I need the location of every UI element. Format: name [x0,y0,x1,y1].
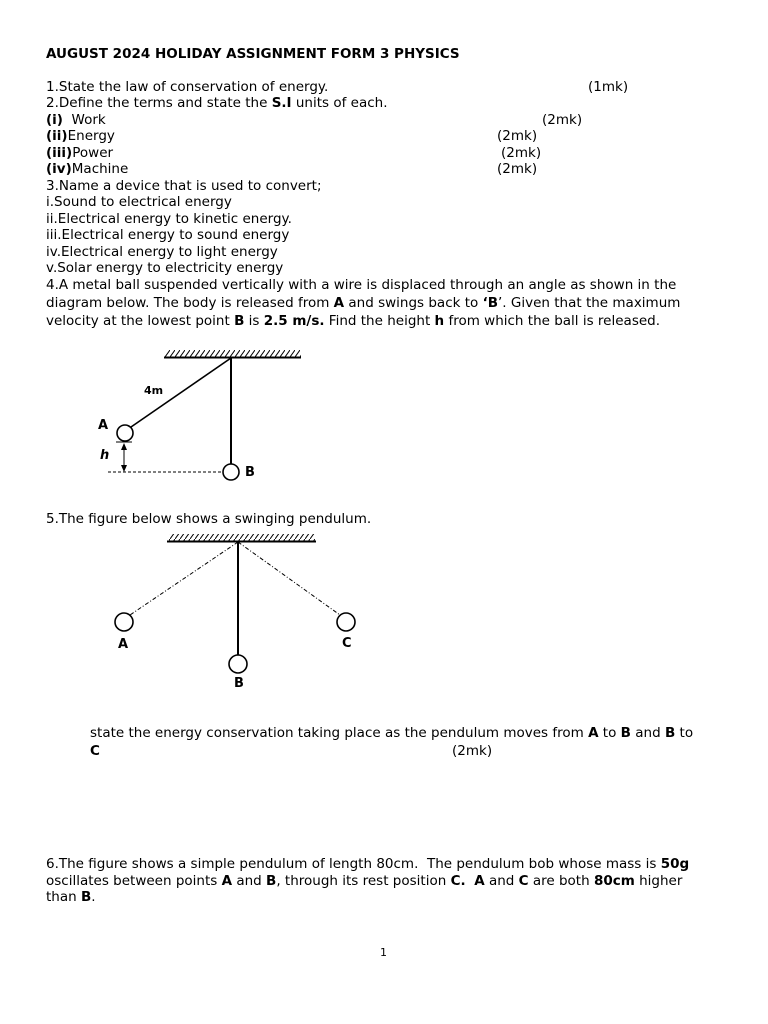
q3-item: v.Solar energy to electricity energy [46,260,284,276]
q2-item-power: (iii)Power [46,145,114,161]
q5-marks: (2mk) [452,743,493,759]
q6-line-1: 6.The figure shows a simple pendulum of length 80cm. The pendulum bob whose mass is 50g [46,856,690,872]
q5-label-b: B [234,676,244,691]
q5-bob-c [337,613,355,631]
q4-length-label: 4m [144,384,164,397]
q2-item-power-marks: (2mk) [501,145,542,161]
q5-statement-cont: C [90,743,100,759]
q4-pendulum-diagram [98,350,301,480]
q2-item-machine: (iv)Machine [46,161,129,177]
q5-intro: 5.The figure below shows a swinging pendulum. [46,511,372,527]
q5-ceiling-hatch [169,534,315,541]
q5-label-c: C [342,636,352,651]
q5-pendulum-diagram [115,534,355,691]
q4-label-h: h [100,448,110,463]
q4-line-1: 4.A metal ball suspended vertically with a wire is displaced through an angle as shown in the [46,277,677,293]
q4-bob-b [223,464,239,480]
page-title: AUGUST 2024 HOLIDAY ASSIGNMENT FORM 3 PHYSICS [46,46,460,62]
q4-bob-a [117,425,133,441]
q3-item: iv.Electrical energy to light energy [46,244,278,260]
q5-statement: state the energy conservation taking place as the pendulum moves from A to B and B to [90,725,694,741]
q3-item: iii.Electrical energy to sound energy [46,227,290,243]
q1-marks: (1mk) [588,79,629,95]
page-number: 1 [380,946,387,959]
q2-intro: 2.Define the terms and state the S.I units of each. [46,95,388,111]
q5-bob-b [229,655,247,673]
q4-label-a: A [98,418,109,433]
q4-label-b: B [245,465,255,480]
q4-line-2: diagram below. The body is released from A and swings back to ‘B’. Given that the maximum [46,295,681,311]
q4-arrow-head-bottom [121,465,127,472]
q1-text: 1.State the law of conservation of energy. [46,79,329,95]
q5-label-a: A [118,637,129,652]
q6-line-3: than B. [46,889,96,905]
q2-item-machine-marks: (2mk) [497,161,538,177]
q4-arrow-head-top [121,443,127,450]
q2-item-energy: (ii)Energy [46,128,115,144]
q6-line-2: oscillates between points A and B, through its rest position C. A and C are both 80cm higher [46,873,683,889]
q3-item: ii.Electrical energy to kinetic energy. [46,211,292,227]
q5-left-path [130,542,238,615]
q2-item-work-marks: (2mk) [542,112,583,128]
q3-intro: 3.Name a device that is used to convert; [46,178,322,194]
q5-bob-a [115,613,133,631]
q3-item: i.Sound to electrical energy [46,194,232,210]
q5-right-path [238,542,340,615]
q4-line-3: velocity at the lowest point B is 2.5 m/s. Find the height h from which the ball is released. [46,313,661,329]
q4-ceiling-hatch [165,350,301,357]
q2-item-work: (i) Work [46,112,106,128]
q2-item-energy-marks: (2mk) [497,128,538,144]
